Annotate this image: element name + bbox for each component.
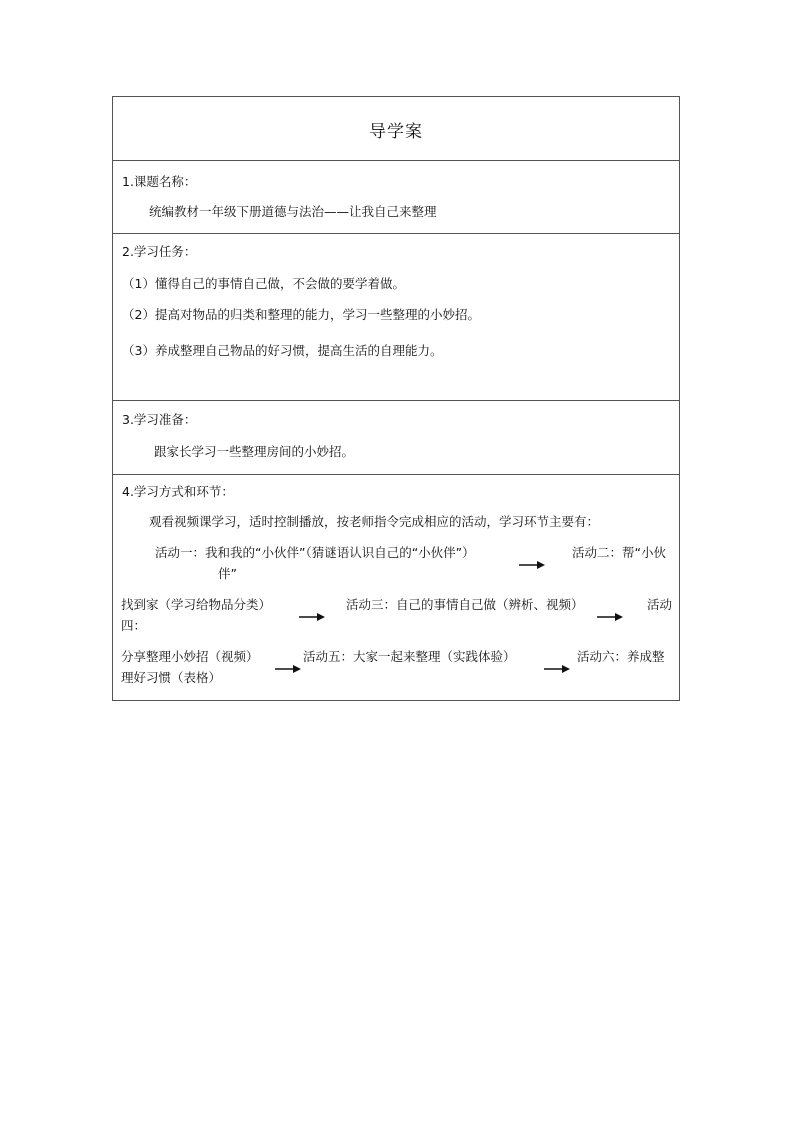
preparation-row <box>113 400 679 474</box>
topic-row <box>113 160 679 233</box>
activity-4-text-end: 分享整理小妙招（视频） <box>121 649 259 664</box>
arrow-icon <box>275 663 301 675</box>
guide-table <box>112 96 680 701</box>
task-item-3: （3）养成整理自己物品的好习惯，提高生活的自理能力。 <box>122 343 443 358</box>
method-heading: 4.学习方式和环节： <box>122 484 234 499</box>
activity-4-text-cont: 四： <box>121 618 147 633</box>
activity-2-text-start: 活动二：帮“小伙 <box>572 545 666 560</box>
task-item-2: （2）提高对物品的归类和整理的能力，学习一些整理的小妙招。 <box>122 307 480 322</box>
method-row <box>113 474 679 702</box>
activity-2-text-cont: 伴” <box>218 566 237 581</box>
arrow-icon <box>544 663 570 675</box>
preparation-content: 跟家长学习一些整理房间的小妙招。 <box>154 444 355 459</box>
document-title: 导学案 <box>369 122 423 142</box>
activity-3-text: 活动三：自己的事情自己做（辨析、视频） <box>346 597 584 612</box>
title-row <box>113 97 679 160</box>
preparation-heading: 3.学习准备： <box>122 412 197 427</box>
activity-2-text-end: 找到家（学习给物品分类） <box>121 597 272 612</box>
activity-6-text-start: 活动六：养成整 <box>577 649 665 664</box>
arrow-icon <box>597 611 623 623</box>
task-heading: 2.学习任务： <box>122 244 197 259</box>
arrow-icon <box>299 611 325 623</box>
task-row <box>113 233 679 400</box>
arrow-icon <box>519 559 545 571</box>
activity-6-text-end: 理好习惯（表格） <box>121 670 222 685</box>
topic-content: 统编教材一年级下册道德与法治——让我自己来整理 <box>149 204 437 219</box>
topic-heading: 1.课题名称： <box>122 174 197 189</box>
activity-5-text: 活动五：大家一起来整理（实践体验） <box>303 649 516 664</box>
method-intro: 观看视频课学习，适时控制播放，按老师指令完成相应的活动，学习环节主要有： <box>149 514 600 529</box>
activity-4-text-start: 活动 <box>647 597 673 612</box>
task-item-1: （1）懂得自己的事情自己做，不会做的要学着做。 <box>122 276 405 291</box>
activity-1-text: 活动一：我和我的“小伙伴”（猜谜语认识自己的“小伙伴”） <box>155 545 475 560</box>
